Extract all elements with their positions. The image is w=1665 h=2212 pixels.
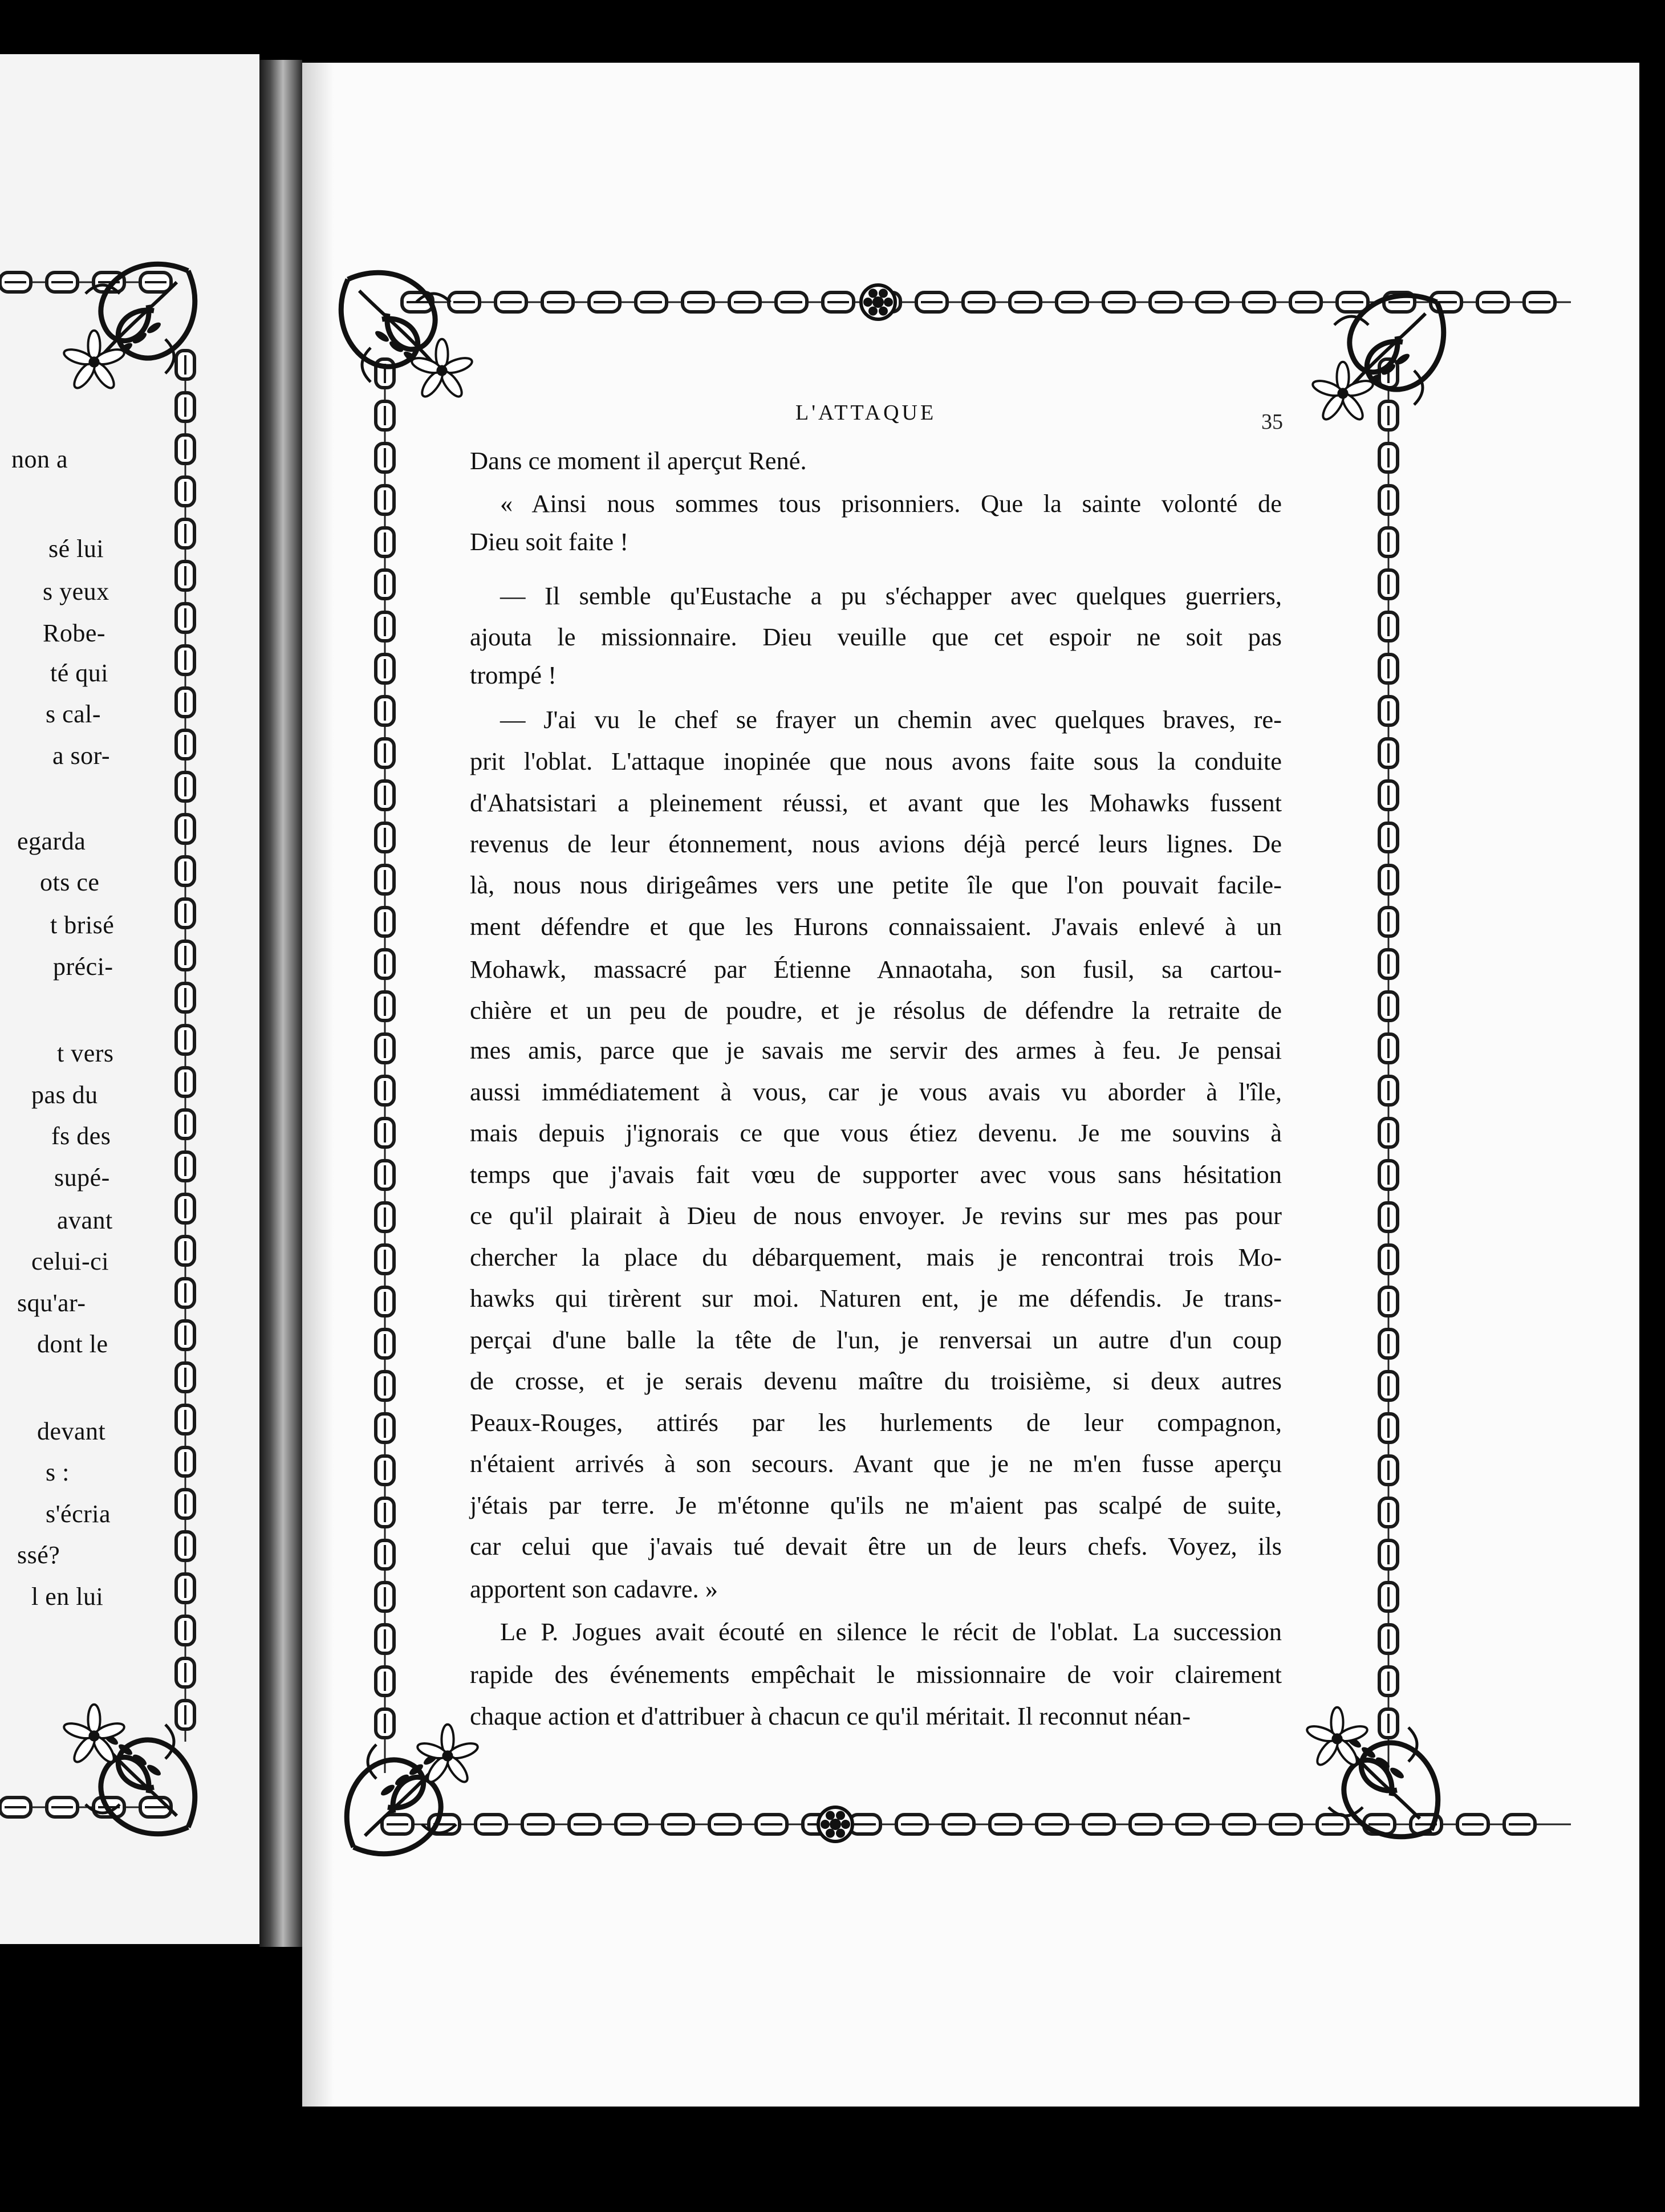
left-page-line-fragment: dont le [37,1330,108,1358]
left-page-corner-top [62,264,195,391]
body-text-line: Mohawk, massacré par Étienne Annaotaha, son fusil, sa cartou- [470,955,1282,983]
body-text-line: prit l'oblat. L'attaque inopinée que nous avons faite sous la conduite [470,747,1282,775]
left-page-line-fragment: squ'ar- [17,1289,86,1317]
left-page-line-fragment: celui-ci [31,1247,109,1275]
left-page-line-fragment: s'écria [46,1500,111,1528]
left-page [0,54,259,1944]
body-text-line: d'Ahatsistari a pleinement réussi, et avant que les Mohawks fussent [470,788,1282,817]
right-chain [1379,359,1398,1773]
left-page-line-fragment: préci- [53,953,113,981]
left-page-line-fragment: s : [46,1458,70,1486]
left-page-top-chain [0,273,171,292]
body-text-line: apportent son cadavre. » [470,1575,718,1603]
body-text-line: Peaux-Rouges, attirés par les hurlements de leur compagnon, [470,1408,1282,1437]
body-text-line: hawks qui tirèrent sur moi. Naturen ent, je me défendis. Je trans- [470,1284,1282,1312]
body-text-line: ment défendre et que les Hurons connaissaient. J'avais enlevé à un [470,912,1282,941]
corner-ornament-top-right [1311,295,1444,422]
body-text-line: revenus de leur étonnement, nous avions déjà percé leurs lignes. De [470,830,1282,858]
running-head: L'ATTAQUE [795,401,937,425]
top-chain [402,292,1571,312]
left-page-line-fragment: té qui [50,659,108,687]
body-text-line: — Il semble qu'Eustache a pu s'échapper avec quelques guerriers, [500,582,1282,610]
left-page-line-fragment: supé- [54,1164,110,1192]
book-gutter [259,60,302,1947]
left-page-line-fragment: fs des [51,1122,111,1150]
body-text-line: aussi immédiatement à vous, car je vous avais vu aborder à l'île, [470,1077,1282,1106]
left-page-line-fragment: t vers [57,1039,114,1067]
body-text-line: n'étaient arrivés à son secours. Avant que je ne m'en fusse aperçu [470,1449,1282,1478]
body-text-line: Dieu soit faite ! [470,527,629,556]
body-text-line: car celui que j'avais tué devait être un de leurs chefs. Voyez, ils [470,1532,1282,1560]
page-number: 35 [1261,410,1283,434]
left-page-line-fragment: sé lui [48,535,104,563]
body-text-line: « Ainsi nous sommes tous prisonniers. Que la sainte volonté de [500,489,1282,518]
left-page-line-fragment: l en lui [31,1583,104,1611]
corner-ornament-bottom-right [1305,1707,1438,1837]
left-page-line-fragment: ssé? [17,1541,60,1569]
body-text-line: mes amis, parce que je savais me servir des armes à feu. Je pensai [470,1036,1282,1064]
left-page-line-fragment: egarda [17,827,86,855]
left-page-chain-border [0,54,259,1944]
left-page-corner-bottom [62,1705,195,1834]
body-text-line: temps que j'avais fait vœu de supporter avec vous sans hésitation [470,1160,1282,1189]
left-page-line-fragment: a sor- [52,742,111,770]
left-chain [376,359,394,1773]
left-page-line-fragment: avant [57,1206,113,1234]
left-page-line-fragment: devant [37,1417,106,1445]
body-text-line: mais depuis j'ignorais ce que vous étiez devenu. Je me souvins à [470,1119,1282,1147]
left-page-line-fragment: s yeux [43,578,109,605]
left-page-line-fragment: Robe- [43,619,106,647]
body-text-line: ce qu'il plairait à Dieu de nous envoyer. Je revins sur mes pas pour [470,1201,1282,1230]
left-page-bottom-chain [0,1798,171,1817]
body-text-line: chaque action et d'attribuer à chacun ce qu'il méritait. Il reconnut néan- [470,1702,1191,1730]
body-text-line: j'étais par terre. Je m'étonne qu'ils ne m'aient pas scalpé de suite, [470,1491,1282,1519]
body-text-line: Le P. Jogues avait écouté en silence le récit de l'oblat. La succession [500,1617,1282,1646]
left-page-line-fragment: s cal- [46,700,101,728]
bottom-rosette [818,1807,852,1841]
left-page-line-fragment: pas du [31,1081,98,1109]
body-text-line: de crosse, et je serais devenu maître du troisième, si deux autres [470,1367,1282,1395]
bottom-chain [382,1815,1571,1834]
body-text-line: trompé ! [470,661,557,689]
body-text-line: — J'ai vu le chef se frayer un chemin avec quelques braves, re- [500,705,1282,734]
left-page-line-fragment: ots ce [40,868,100,896]
left-page-right-chain [176,351,194,1742]
top-rosette [861,285,895,319]
body-text-line: chercher la place du débarquement, mais je rencontrai trois Mo- [470,1243,1282,1271]
body-text-line: chière et un peu de poudre, et je résolus de défendre la retraite de [470,996,1282,1024]
body-text-line: rapide des événements empêchait le missionnaire de voir clairement [470,1660,1282,1689]
corner-ornament-top-left [341,273,474,400]
body-text-line: perçai d'une balle la tête de l'un, je renversai un autre d'un coup [470,1325,1282,1354]
corner-ornament-bottom-left [347,1725,480,1854]
left-page-line-fragment: t brisé [50,911,115,939]
body-text-line: là, nous nous dirigeâmes vers une petite île que l'on pouvait facile- [470,871,1282,899]
body-text-line: ajouta le missionnaire. Dieu veuille que cet espoir ne soit pas [470,623,1282,651]
left-page-line-fragment: non a [11,445,68,473]
body-text-line: Dans ce moment il aperçut René. [470,446,807,475]
